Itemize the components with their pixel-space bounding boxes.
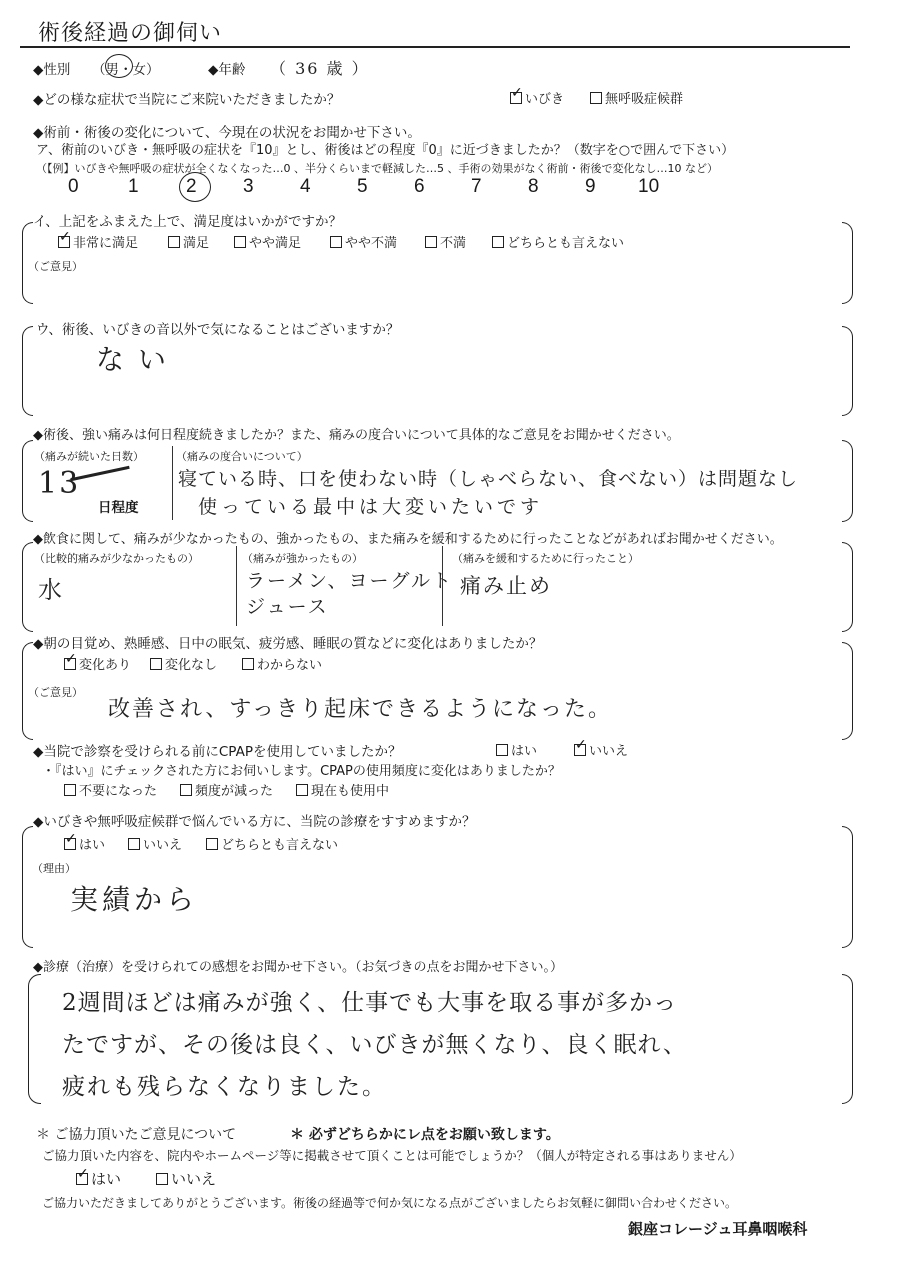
divider	[172, 446, 173, 520]
checkbox-icon[interactable]	[234, 236, 246, 248]
checkbox-icon[interactable]	[76, 1173, 88, 1185]
symptom-option-apnea[interactable]: 無呼吸症候群	[590, 88, 683, 107]
pain-days-value: 13	[38, 466, 81, 501]
age-label: ◆年齢	[208, 62, 246, 78]
food-less-value: 水	[38, 576, 64, 604]
change-example: （【例】いびきや無呼吸の症状が全くなくなった…0 、半分くらいまで軽減した…5 、手術の効果がなく術前・術後で変化なし…10 など）	[36, 162, 718, 175]
checkbox-icon[interactable]	[510, 92, 522, 104]
scale-3[interactable]: 3	[243, 176, 254, 197]
bracket-right	[842, 826, 853, 948]
scale-9[interactable]: 9	[585, 176, 596, 197]
food-relief-value: 痛み止め	[460, 574, 552, 598]
bracket-left	[22, 440, 33, 522]
scale-1[interactable]: 1	[128, 176, 139, 197]
pain-days-suffix: 日程度	[98, 500, 139, 516]
cpap-followup: ・『はい』にチェックされた方にお伺いします。CPAPの使用頻度に変化はありましたか？	[42, 764, 561, 779]
sat-opt-1[interactable]: ✓非常に満足	[58, 232, 138, 251]
pain-degree-line1: 寝ている時、口を使わない時（しゃべらない、食べない）は問題なし	[178, 468, 799, 490]
scale-4[interactable]: 4	[300, 176, 311, 197]
bracket-right	[842, 974, 853, 1104]
divider	[442, 546, 443, 626]
checkbox-icon[interactable]	[64, 658, 76, 670]
impression-line2: たですが、その後は良く、いびきが無くなり、良く眠れ、	[62, 1032, 687, 1058]
bracket-right	[842, 326, 853, 416]
cpap-opt-yes[interactable]: はい	[496, 740, 537, 759]
sat-opinion-label: （ご意見）	[28, 260, 83, 273]
pain-question: ◆術後、強い痛みは何日程度続きましたか？また、痛みの度合いについて具体的なご意見をお聞かせください。	[33, 428, 680, 443]
morning-question: ◆朝の目覚め、熟睡感、日中の眠気、疲労感、睡眠の質などに変化はありましたか？	[33, 636, 543, 652]
checkbox-icon[interactable]	[330, 236, 342, 248]
consent-thanks: ご協力いただきましてありがとうございます。術後の経過等で何か気になる点がございましたらお気軽に御問い合わせください。	[42, 1196, 738, 1210]
scale-10[interactable]: 10	[638, 176, 660, 197]
checkbox-icon[interactable]	[64, 784, 76, 796]
morning-opt-3[interactable]: わからない	[242, 654, 322, 673]
scale-2[interactable]: 2	[186, 176, 197, 197]
morning-opt-2[interactable]: 変化なし	[150, 654, 217, 673]
cpap-follow-3[interactable]: 現在も使用中	[296, 780, 389, 799]
food-strong-line1: ラーメン、ヨーグルト	[246, 570, 453, 592]
recommend-question: ◆いびきや無呼吸症候群で悩んでいる方に、当院の診療をすすめますか？	[33, 814, 476, 830]
sat-opt-4[interactable]: やや不満	[330, 232, 397, 251]
gender-circle-mark	[105, 54, 133, 78]
change-heading: ◆術前・術後の変化について、今現在の状況をお聞かせ下さい。	[33, 125, 421, 141]
sat-opt-2[interactable]: 満足	[168, 232, 209, 251]
clinic-name: 銀座コレージュ耳鼻咽喉科	[628, 1220, 808, 1238]
checkbox-icon[interactable]	[180, 784, 192, 796]
change-sub-question: ア、術前のいびき・無呼吸の症状を『10』とし、術後はどの程度『0』に近づきましたか？（数字を○で囲んで下さい）	[36, 143, 735, 158]
checkbox-icon[interactable]	[128, 838, 140, 850]
sat-opt-6[interactable]: どちらとも言えない	[492, 232, 624, 251]
checkbox-icon[interactable]	[590, 92, 602, 104]
recommend-reason-label: （理由）	[32, 862, 76, 875]
cpap-follow-1[interactable]: 不要になった	[64, 780, 157, 799]
checkbox-icon[interactable]	[64, 838, 76, 850]
other-question: ウ、術後、いびきの音以外で気になることはございますか？	[36, 322, 400, 338]
consent-opt-no[interactable]: いいえ	[156, 1168, 216, 1189]
symptom-option-snoring[interactable]: ✓ いびき	[510, 88, 564, 107]
cpap-question: ◆当院で診察を受けられる前にCPAPを使用していましたか？	[33, 744, 402, 760]
pain-degree-label: （痛みの度合いについて）	[176, 450, 308, 463]
scale-6[interactable]: 6	[414, 176, 425, 197]
checkbox-icon[interactable]	[150, 658, 162, 670]
pain-degree-line2: 使っている最中は大変いたいです	[198, 496, 544, 518]
title-underline	[20, 46, 850, 48]
recommend-opt-3[interactable]: どちらとも言えない	[206, 834, 338, 853]
bracket-left	[22, 542, 33, 632]
divider	[236, 546, 237, 626]
age-value: （ 36 歳 ）	[270, 59, 370, 78]
food-less-label: （比較的痛みが少なかったもの）	[34, 552, 199, 565]
bracket-left	[28, 974, 41, 1104]
bracket-right	[842, 222, 853, 304]
consent-opt-yes[interactable]: ✓はい	[76, 1168, 121, 1189]
morning-answer: 改善され、すっきり起床できるようになった。	[108, 697, 613, 722]
bracket-left	[22, 826, 33, 948]
impression-line1: 2週間ほどは痛みが強く、仕事でも大事を取る事が多かっ	[62, 990, 678, 1016]
symptom-question: ◆どの様な症状で当院にご来院いただきましたか？	[33, 92, 341, 108]
gender-label: ◆性別	[33, 62, 71, 78]
consent-question: ご協力頂いた内容を、院内やホームページ等に掲載させて頂くことは可能でしょうか？（個人が特定される事はありません）	[42, 1148, 742, 1163]
bracket-right	[842, 642, 853, 740]
checkbox-icon[interactable]	[425, 236, 437, 248]
selected-scale-circle	[179, 172, 211, 202]
checkbox-icon[interactable]	[574, 744, 586, 756]
food-strong-line2: ジュース	[246, 596, 329, 618]
checkbox-icon[interactable]	[168, 236, 180, 248]
cpap-follow-2[interactable]: 頻度が減った	[180, 780, 273, 799]
cpap-opt-no[interactable]: ✓ いいえ	[574, 740, 628, 759]
pain-days-label: （痛みが続いた日数）	[34, 450, 144, 463]
morning-opt-1[interactable]: ✓変化あり	[64, 654, 131, 673]
checkbox-icon[interactable]	[496, 744, 508, 756]
gender-value: （男・女）	[92, 62, 160, 78]
sat-opt-3[interactable]: やや満足	[234, 232, 301, 251]
bracket-right	[842, 440, 853, 522]
other-answer: ない	[96, 343, 181, 376]
scale-7[interactable]: 7	[471, 176, 482, 197]
consent-note-b: ＊ 必ずどちらかにレ点をお願い致します。	[290, 1127, 560, 1143]
bracket-right	[842, 542, 853, 632]
impression-line3: 疲れも残らなくなりました。	[62, 1074, 387, 1100]
impression-question: ◆診療（治療）を受けられての感想をお聞かせ下さい。（お気づきの点をお聞かせ下さい。）	[33, 960, 563, 975]
food-relief-label: （痛みを緩和するために行ったこと）	[452, 552, 639, 565]
satisfaction-question: イ、上記をふまえた上で、満足度はいかがですか？	[33, 214, 343, 230]
recommend-answer: 実績から	[70, 883, 199, 916]
checkbox-icon[interactable]	[296, 784, 308, 796]
scale-8[interactable]: 8	[528, 176, 539, 197]
scale-0[interactable]: 0	[68, 176, 79, 197]
recommend-opt-1[interactable]: ✓はい	[64, 834, 105, 853]
checkbox-icon[interactable]	[206, 838, 218, 850]
food-question: ◆飲食に関して、痛みが少なかったもの、強かったもの、また痛みを緩和するために行ったことなどがあればお聞かせください。	[33, 532, 783, 547]
consent-note-a: ＊ ご協力頂いたご意見について	[36, 1127, 237, 1143]
scale-5[interactable]: 5	[357, 176, 368, 197]
recommend-opt-2[interactable]: いいえ	[128, 834, 182, 853]
checkbox-icon[interactable]	[156, 1173, 168, 1185]
form-title: 術後経過の御伺い	[38, 21, 223, 46]
bracket-left	[22, 326, 33, 416]
checkbox-icon[interactable]	[242, 658, 254, 670]
checkbox-icon[interactable]	[492, 236, 504, 248]
food-strong-label: （痛みが強かったもの）	[242, 552, 363, 565]
checkbox-icon[interactable]	[58, 236, 70, 248]
morning-opinion-label: （ご意見）	[28, 686, 83, 699]
sat-opt-5[interactable]: 不満	[425, 232, 466, 251]
